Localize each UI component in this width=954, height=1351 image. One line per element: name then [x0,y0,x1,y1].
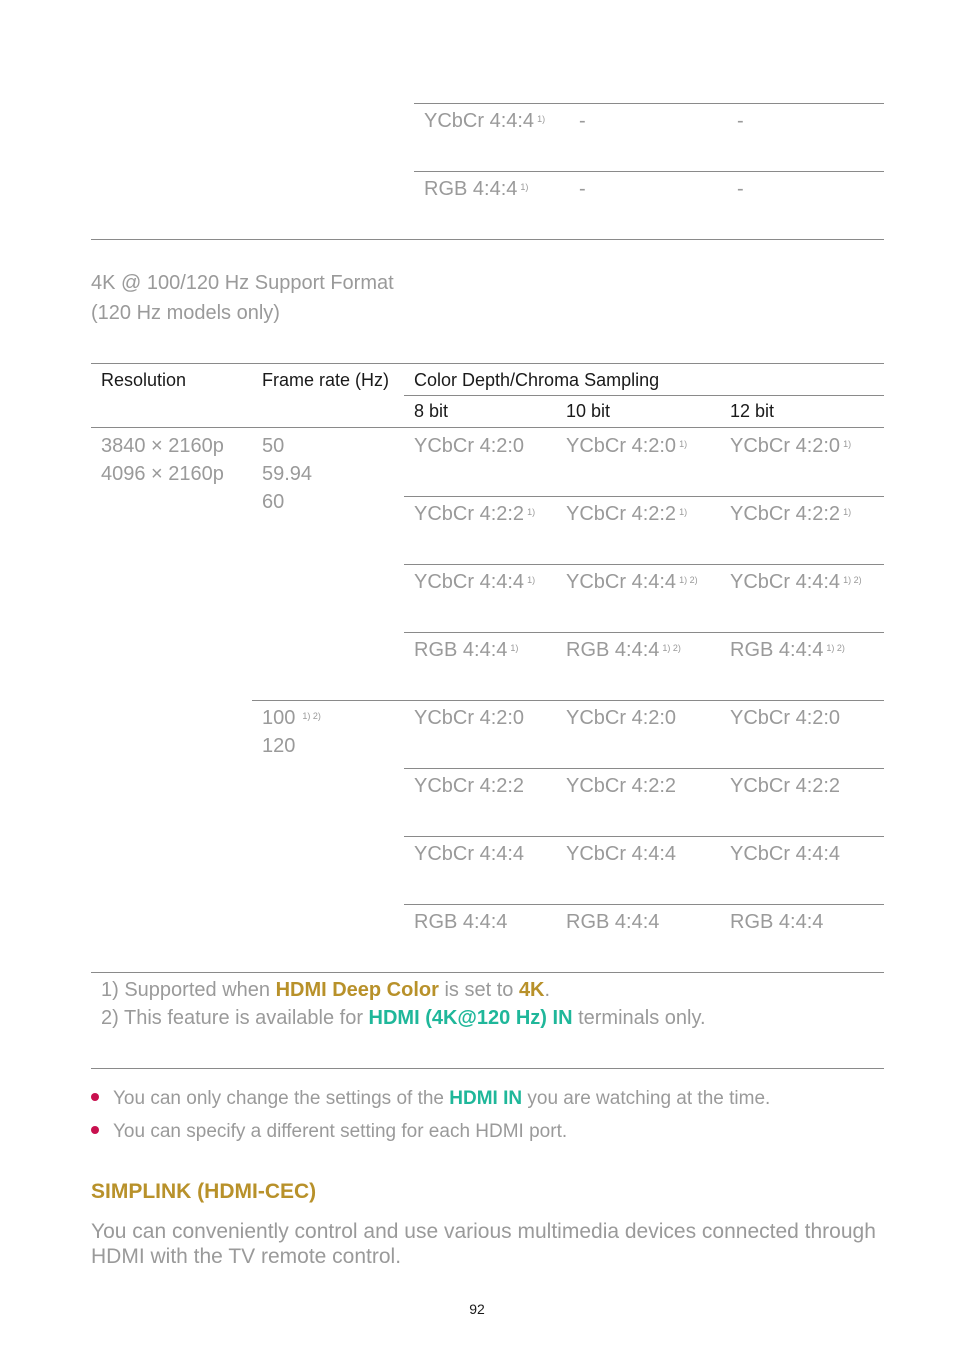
g1-r4-10bit: RGB 4:4:4 $^{1) 2)}$ [566,639,681,661]
g2-r4-12bit: RGB 4:4:4 [730,911,824,933]
bullet-2: You can specify a different setting for each HDMI port. [91,1121,567,1143]
header-8bit: 8 bit [414,401,449,421]
table-top-line [91,363,884,364]
g1-divider-1 [404,496,884,497]
top-row-2-col2: - [579,178,586,200]
g2-r4-8bit: RGB 4:4:4 [414,911,508,933]
frame-rate-60: 60 [262,491,285,513]
g2-r2-10bit: YCbCr 4:2:2 [566,775,677,797]
top-row-1-format: YCbCr 4:4:4 $^{1)}$ [424,110,546,132]
g1-r3-8bit: YCbCr 4:4:4 $^{1)}$ [414,571,536,593]
simplink-paragraph: You can conveniently control and use various multimedia devices connected through HDMI with the TV remote control. [91,1220,876,1268]
g1-r2-8bit: YCbCr 4:2:2 $^{1)}$ [414,503,536,525]
g1-r2-10bit: YCbCr 4:2:2 $^{1)}$ [566,503,688,525]
footnote-2: 2) This feature is available for HDMI (4K@120 Hz) IN terminals only. [101,1007,706,1029]
header-subline [404,395,884,396]
top-row-divider-1 [414,103,884,104]
g2-r2-8bit: YCbCr 4:2:2 [414,775,525,797]
g2-divider-3 [404,904,884,905]
header-resolution: Resolution [101,370,187,390]
top-row-2-format: RGB 4:4:4 $^{1)}$ [424,178,529,200]
table-bottom-line [91,972,884,973]
top-table-bottom-line [91,239,884,240]
g2-r1-12bit: YCbCr 4:2:0 [730,707,841,729]
g2-divider-1 [404,768,884,769]
frame-rate-100: 100 $^{1) 2)}$ [262,707,321,729]
simplink-heading: SIMPLINK (HDMI-CEC) [91,1180,317,1203]
footnote-1: 1) Supported when HDMI Deep Color is set to 4K. [101,979,551,1001]
footnote-bottom-line [91,1068,884,1069]
g1-r4-8bit: RGB 4:4:4 $^{1)}$ [414,639,519,661]
g2-r4-10bit: RGB 4:4:4 [566,911,660,933]
header-color-depth: Color Depth/Chroma Sampling [414,370,660,390]
group-divider [252,700,884,701]
g2-divider-2 [404,836,884,837]
g2-r1-10bit: YCbCr 4:2:0 [566,707,677,729]
header-12bit: 12 bit [730,401,775,421]
page-number: 92 [469,1301,485,1317]
section-title-line2: (120 Hz models only) [91,302,280,324]
g2-r1-8bit: YCbCr 4:2:0 [414,707,525,729]
hdmi-deep-color-highlight: HDMI Deep Color [275,979,439,1001]
frame-rate-59-94: 59.94 [262,463,313,485]
header-10bit: 10 bit [566,401,611,421]
hdmi-in-highlight: HDMI IN [449,1088,523,1109]
g1-r2-12bit: YCbCr 4:2:2 $^{1)}$ [730,503,852,525]
resolution-2: 4096 × 2160p [101,463,224,485]
header-bottom-line [91,427,884,428]
g2-r2-12bit: YCbCr 4:2:2 [730,775,841,797]
bullet-1: You can only change the settings of the HDMI IN you are watching at the time. [91,1088,770,1110]
section-title-line1: 4K @ 100/120 Hz Support Format [91,272,394,294]
g1-r1-8bit: YCbCr 4:2:0 [414,435,525,457]
top-row-1-col2: - [579,110,586,132]
hdmi-4k-120-highlight: HDMI (4K@120 Hz) IN [368,1007,573,1029]
g2-r3-10bit: YCbCr 4:4:4 [566,843,677,865]
g1-r3-10bit: YCbCr 4:4:4 $^{1) 2)}$ [566,571,698,593]
top-row-divider-2 [414,171,884,172]
bullet-dot-icon [91,1093,99,1101]
frame-rate-120: 120 [262,735,296,757]
g1-r1-12bit: YCbCr 4:2:0 $^{1)}$ [730,435,852,457]
g1-divider-3 [404,632,884,633]
top-row-2-col3: - [737,178,744,200]
g2-r3-8bit: YCbCr 4:4:4 [414,843,525,865]
header-frame-rate: Frame rate (Hz) [262,370,390,390]
resolution-1: 3840 × 2160p [101,435,224,457]
g1-r1-10bit: YCbCr 4:2:0 $^{1)}$ [566,435,688,457]
g2-r3-12bit: YCbCr 4:4:4 [730,843,841,865]
g1-divider-2 [404,564,884,565]
bullet-dot-icon [91,1126,99,1134]
g1-r3-12bit: YCbCr 4:4:4 $^{1) 2)}$ [730,571,862,593]
frame-rate-50: 50 [262,435,285,457]
g1-r4-12bit: RGB 4:4:4 $^{1) 2)}$ [730,639,845,661]
4k-highlight: 4K [518,979,545,1001]
top-row-1-col3: - [737,110,744,132]
